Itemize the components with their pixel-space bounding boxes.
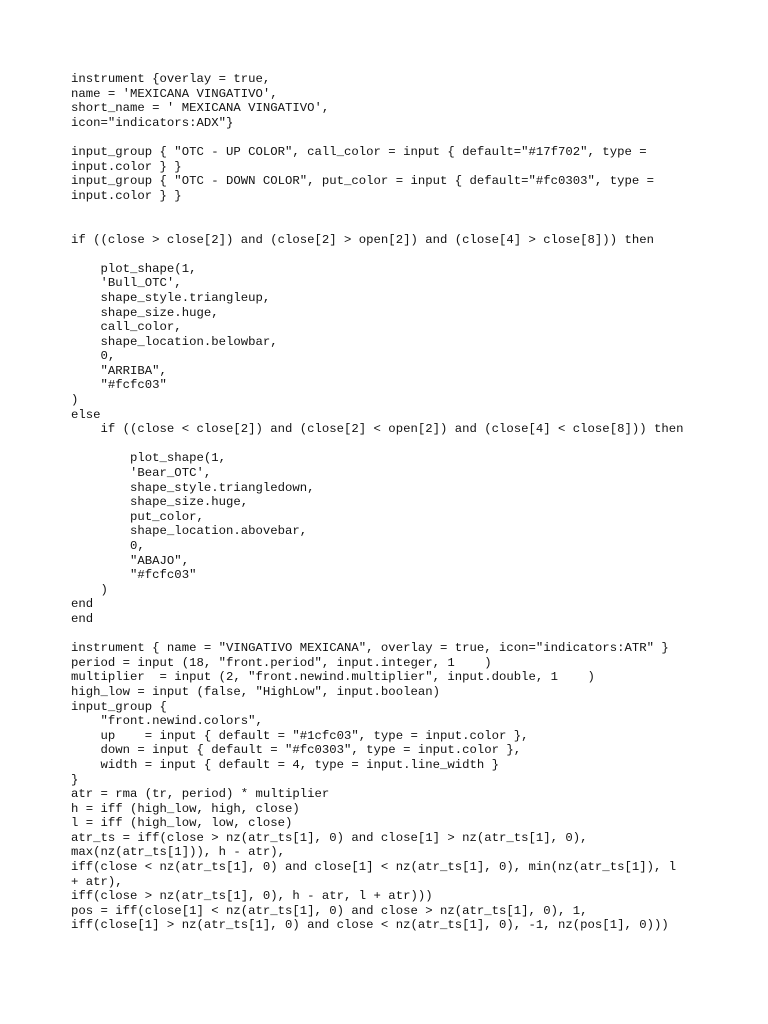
- code-line: multiplier = input (2, "front.newind.multiplier", input.double, 1 ): [71, 670, 595, 685]
- code-line: atr_ts = iff(close > nz(atr_ts[1], 0) and close[1] > nz(atr_ts[1], 0),: [71, 830, 588, 845]
- code-line: shape_style.triangleup,: [71, 290, 271, 305]
- code-line: name = 'MEXICANA VINGATIVO',: [71, 86, 278, 101]
- code-line: short_name = ' MEXICANA VINGATIVO',: [71, 101, 330, 116]
- code-line: max(nz(atr_ts[1])), h - atr),: [71, 845, 286, 860]
- code-line: input_group {: [71, 699, 167, 714]
- code-line: plot_shape(1,: [71, 451, 226, 466]
- code-line: h = iff (high_low, high, close): [71, 801, 300, 816]
- code-line: if ((close < close[2]) and (close[2] < open[2]) and (close[4] < close[8])) then: [71, 422, 684, 437]
- code-line: instrument { name = "VINGATIVO MEXICANA", overlay = true, icon="indicators:ATR" }: [71, 641, 669, 656]
- code-line: end: [71, 611, 94, 626]
- code-line: icon="indicators:ADX"}: [71, 115, 234, 130]
- code-line: shape_size.huge,: [71, 495, 249, 510]
- code-line: plot_shape(1,: [71, 261, 197, 276]
- blank-line: [71, 218, 751, 233]
- code-line: atr = rma (tr, period) * multiplier: [71, 787, 330, 802]
- code-line: shape_size.huge,: [71, 305, 219, 320]
- blank-line: [71, 627, 751, 642]
- blank-line: [71, 247, 751, 262]
- code-line: "#fcfc03": [71, 378, 167, 393]
- code-line: ): [71, 582, 108, 597]
- code-line: shape_location.abovebar,: [71, 524, 308, 539]
- code-line: "ARRIBA",: [71, 363, 167, 378]
- code-line: iff(close < nz(atr_ts[1], 0) and close[1] < nz(atr_ts[1], 0), min(nz(atr_ts[1]), l: [71, 860, 677, 875]
- code-line: call_color,: [71, 320, 182, 335]
- code-line: ): [71, 393, 79, 408]
- code-line: 'Bull_OTC',: [71, 276, 182, 291]
- code-line: input_group { "OTC - UP COLOR", call_color = input { default="#17f702", type =: [71, 144, 647, 159]
- code-line: "#fcfc03": [71, 568, 197, 583]
- blank-line: [71, 437, 751, 452]
- blank-line: [71, 203, 751, 218]
- code-line: high_low = input (false, "HighLow", input.boolean): [71, 684, 440, 699]
- code-line: up = input { default = "#1cfc03", type = input.color },: [71, 728, 529, 743]
- code-line: 0,: [71, 539, 145, 553]
- code-line: if ((close > close[2]) and (close[2] > open[2]) and (close[4] > close[8])) then: [71, 232, 654, 247]
- code-line: 'Bear_OTC',: [71, 466, 212, 481]
- code-line: input_group { "OTC - DOWN COLOR", put_color = input { default="#fc0303", type =: [71, 174, 654, 189]
- code-document: [71, 72, 751, 933]
- code-line: "ABAJO",: [71, 553, 190, 568]
- code-line: end: [71, 597, 94, 612]
- code-line: instrument {overlay = true,: [71, 72, 271, 86]
- code-line: "front.newind.colors",: [71, 714, 263, 729]
- code-line: put_color,: [71, 509, 204, 524]
- code-line: down = input { default = "#fc0303", type = input.color },: [71, 743, 522, 758]
- code-line: width = input { default = 4, type = input.line_width }: [71, 757, 500, 772]
- blank-line: [71, 130, 751, 145]
- code-line: pos = iff(close[1] < nz(atr_ts[1], 0) and close > nz(atr_ts[1], 0), 1,: [71, 903, 588, 918]
- code-line: input.color } }: [71, 188, 182, 203]
- code-line: l = iff (high_low, low, close): [71, 816, 293, 831]
- code-line: shape_location.belowbar,: [71, 334, 278, 349]
- code-line: + atr),: [71, 874, 123, 889]
- code-line: iff(close > nz(atr_ts[1], 0), h - atr, l + atr))): [71, 889, 433, 904]
- code-line: period = input (18, "front.period", input.integer, 1 ): [71, 655, 492, 670]
- code-line: 0,: [71, 349, 116, 364]
- code-line: }: [71, 772, 79, 787]
- code-line: iff(close[1] > nz(atr_ts[1], 0) and close < nz(atr_ts[1], 0), -1, nz(pos[1], 0))): [71, 918, 669, 933]
- code-line: input.color } }: [71, 159, 182, 174]
- code-line: shape_style.triangledown,: [71, 480, 315, 495]
- code-line: else: [71, 407, 101, 422]
